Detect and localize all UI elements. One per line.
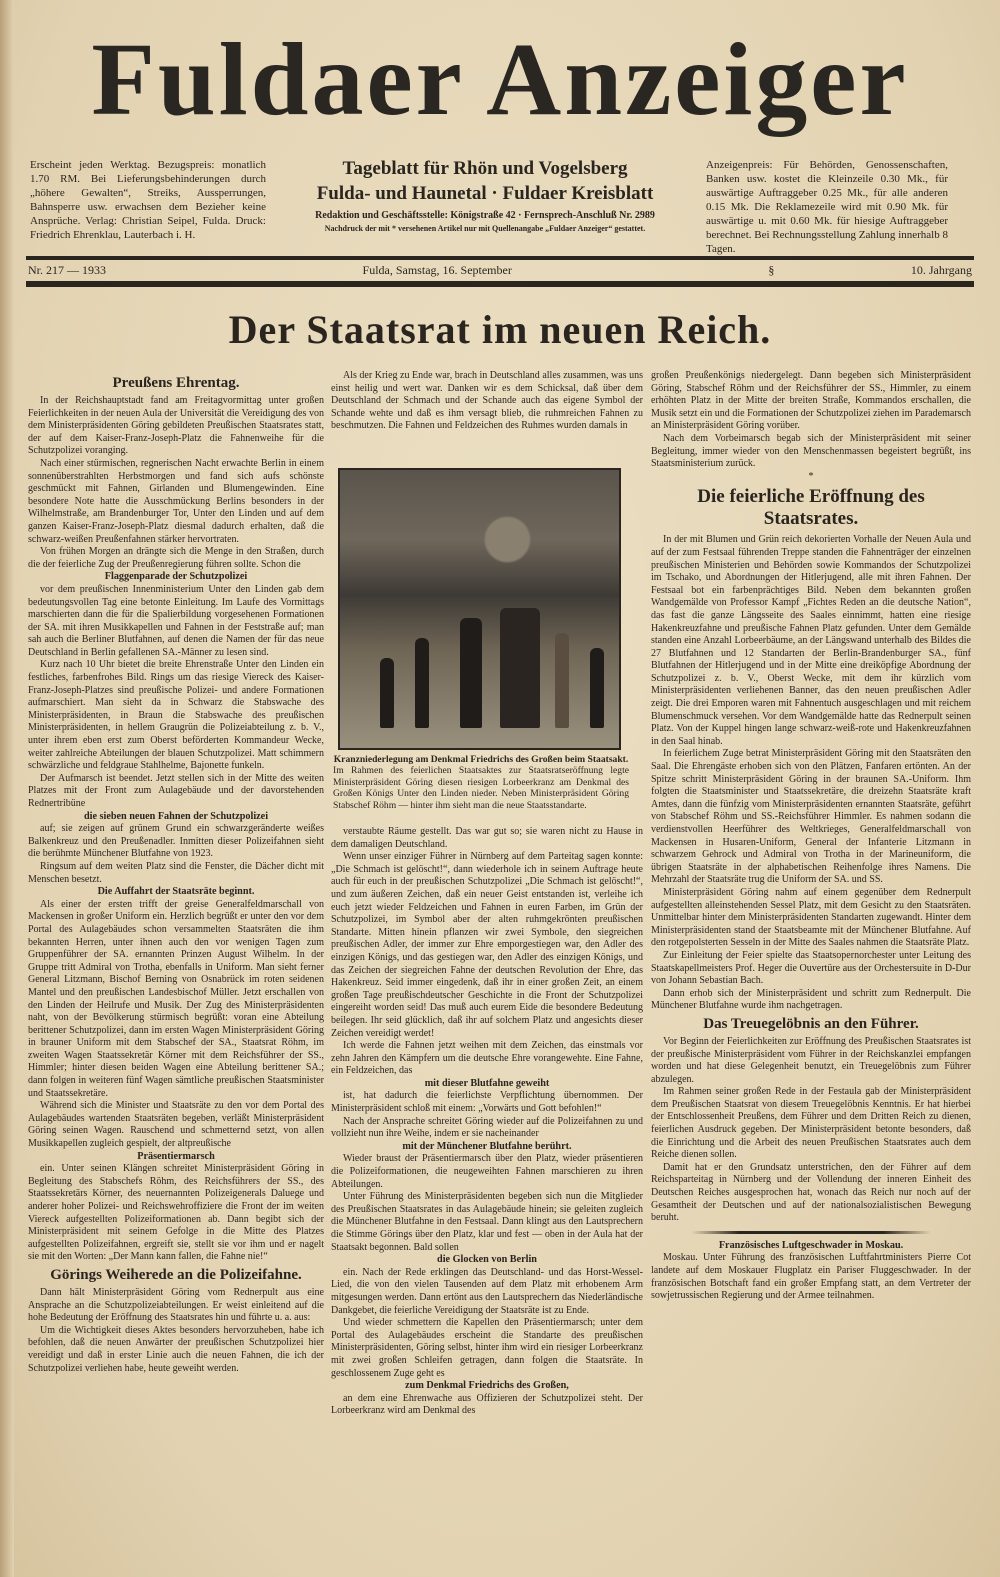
dateline: [28, 263, 972, 278]
article-heading: Görings Weiherede an die Polizeifahne.: [50, 1266, 302, 1283]
paragraph: Dann hält Ministerpräsident Göring vom Rednerpult aus eine Ansprache an die Schutzpolizeiabteilungen. Er weist einleitend auf die hohe Bedeutung der Eröffnung des Staatsrates hin und führte u. a. aus:: [28, 1286, 324, 1324]
header-rule-top: [26, 256, 974, 260]
column-2-bottom: [331, 826, 643, 1418]
paragraph: Ich werde die Fahnen jetzt weihen mit dem Zeichen, das einstmals vor zehn Jahren den Kämpfern um die deutsche Ehre vorangewehte. Eine Fahne, ein Feldzeichen, das: [331, 1040, 643, 1077]
paragraph: Nach einer stürmischen, regnerischen Nacht erwachte Berlin in einem sonnenüberstrahlten Herbstmorgen und fand sich aufs schönste geschmückt mit Fahnen, Girlanden und Blumengewinden. Eine besondere Note hatte die Ausschmückung Berlins besonders in der Wilhelmstraße, am Brandenburger Tor, Unter den Linden und auf dem ganzen Kaiser-Franz-Joseph-Platz diesmal dadurch erhalten, daß die schwarz-weißen Preußenfahnen stärker hervortraten.: [28, 457, 324, 545]
subheading: Die Auffahrt der Staatsräte beginnt.: [97, 886, 255, 898]
paragraph: Kurz nach 10 Uhr bietet die breite Ehrenstraße Unter den Linden ein festliches, farbenfrohes Bild. Rings um das riesige Viereck des Kaiser-Franz-Joseph-Platzes sind preußische Polizei- und andere Formationen aufmarschiert. Man sieht da in Schwarz die Stabswache des Ministerpräsidenten, in Braun die Stabswache des preußischen Ministerpräsidenten, in hellem Graugrün die Polizeiabteilung z. b. V., unter ihrem eben erst zum Oberst beförderten Kommandeur Wecke, weiter zahlreiche Abteilungen der blauen Schutzpolizei. Matt schimmern schwärzliche und feldgraue Stahlhelme, Bajonette funkeln.: [28, 659, 324, 772]
paragraph: Moskau. Unter Führung des französischen Luftfahrtministers Pierre Cot landete auf dem Moskauer Flugplatz ein Pariser Fluggeschwader. In der französischen Botschaft fand ein großer Empfang statt, an dem Vertreter der sowjetrussischen Regierung und der Armee teilnahmen.: [651, 1252, 971, 1302]
masthead-subtitle: [272, 156, 698, 233]
paragraph: Von frühen Morgen an drängte sich die Menge in den Straßen, durch die der feierliche Zug der Preußenregierung führen sollte. Schon die: [28, 546, 324, 570]
main-headline: Der Staatsrat im neuen Reich.: [228, 307, 772, 352]
subheading: Flaggenparade der Schutzpolizei: [104, 571, 248, 583]
advertising-rates: Anzeigenpreis: Für Behörden, Genossenschaften, Banken usw. kostet die Kleinzeile 0.30 Mk., für auswärtige Auftraggeber 0.25 Mk., für alle anderen 0.15 Mk. Die Reklamezeile wird mit 0.90 Mk. für auswärtige u. mit 0.60 Mk. für hiesige Auftraggeber berechnet. Bei Rechnungsstellung Zahlung innerhalb 8 Tagen.: [706, 159, 948, 255]
masthead-title: Fuldaer Anzeiger: [91, 22, 909, 137]
volume: 10. Jahrgang: [910, 263, 972, 277]
paragraph: Im Rahmen seiner großen Rede in der Festaula gab der Ministerpräsident dem Preußischen Staatsrat von diesem Treuegelöbnis Kenntnis. Er hat hierbei der Entschlossenheit Preußens, dem Führer und dem Dritten Reich zu dienen, feierlichen Ausdruck gegeben. Der Ministerpräsident betonte besonders, daß die Einrichtung und die Arbeit des neuen Preußischen Staatsrates auch dem Reiche dienen sollen.: [651, 1086, 971, 1161]
section-mark: §: [768, 263, 775, 277]
photo-wreath: [500, 608, 540, 728]
paragraph: Nach dem Vorbeimarsch begab sich der Ministerpräsident mit seiner Begleitung, immer wieder von den Menschenmassen begeistert begrüßt, ins Staatsministerium zurück.: [651, 432, 971, 470]
paragraph: vor dem preußischen Innenministerium Unter den Linden gab dem bedeutungsvollen Tag eine betonte Einleitung. Im Laufe des Vormittags marschierten dann die für die Spalierbildung vorgesehenen Formationen der SA. mit ihren Musikkapellen und Fahnen in der Feststraße auf; man sah auch die Berliner Blutfahnen, auf denen die Namen der für das neue Deutschland in Berlin gefallenen SA.-Männer zu lesen sind.: [28, 583, 324, 658]
column-1: [28, 372, 324, 1375]
paragraph: In der mit Blumen und Grün reich dekorierten Vorhalle der Neuen Aula und auf der zum Festsaal führenden Treppe standen die Fahnenträger der einzelnen preußischen Ministerien und Behörden sowie Kommandos der Schutzpolizei im Tschako, und Abordnungen der Hitlerjugend, alle mit ihren Fahnen. Der Festsaal bot ein farbenprächtiges Bild. Neben dem bekannten großen Wandgemälde von Professor Kampf „Fichtes Reden an die deutsche Nation“, das fast die ganze Längsseite des Saales einnimmt, hatten eine riesige Hakenkreuzfahne und preußische Fahnen Platz gefunden. Unter dem Gemälde standen eine Anzahl Lorbeerbäume, an der Längswand unterhalb des Bildes die 27 Blutfahnen und 12 Standarten der Berlin-Brandenburger SA., fünf Blutfahnen der Hitlerjugend und in der Mitte eine dreiköpfige Abordnung der Schutzpolizei z. b. V., Oberst Wecke, mit dem ihr kürzlich vom Ministerpräsidenten verliehenen Banner, das den neuen preußischen Adler zeigt. Die drei Emporen waren mit Fahnentuch ausgeschlagen und mit reichem Blumenschmuck versehen. Vor dem Wandgemälde hatte das Rednerpult seinen Platz. Von der Kuppel hingen lange schwarz-weiß-rote und Hakenkreuzfahnen in den Saal hinab.: [651, 534, 971, 747]
paragraph: Um die Wichtigkeit dieses Aktes besonders hervorzuheben, habe ich befohlen, daß die neuen Anwärter der preußischen Schutzpolizei hier vereidigt und daß in erster Linie auch die neuen Fahnen, die ich der Schutzpolizei verliehen habe, heute geweiht werden.: [28, 1324, 324, 1374]
caption-text: Im Rahmen des feierlichen Staatsaktes zur Staatsratseröffnung legte Ministerpräsident Göring diesen riesigen Lorbeerkranz am Denkmal des Großen Königs Unter den Linden nieder. Neben Ministerpräsident Göring Stabschef Röhm — hinter ihm sieht man die neue Staatsstandarte.: [333, 765, 629, 811]
paragraph: Unter Führung des Ministerpräsidenten begeben sich nun die Mitglieder des Preußischen Staatsrates in das Aulagebäude hinein; sie geleiten zugleich die Münchener Blutfahne in den Festsaal. Dann klingt aus den Lautsprechern die Stimme Görings über den Platz, klar und fest — oben in der Aula hat der Staatsakt begonnen. Bald sollen: [331, 1191, 643, 1253]
paragraph: In der Reichshauptstadt fand am Freitagvormittag unter großen Feierlichkeiten in der neuen Aula der Universität die Vereidigung des von dem Ministerpräsidenten Göring gebildeten Preußischen Staatsrates statt, der auf dem Kaiser-Franz-Joseph-Platz die Fahnenweihe für die Schutzpolizei voranging.: [28, 395, 324, 457]
paragraph: Nach der Ansprache schreitet Göring wieder auf die Polizeifahnen zu und vollzieht nun ihre Weihe, indem er sie nacheinander: [331, 1115, 643, 1140]
article-heading: Das Treuegelöbnis an den Führer.: [703, 1015, 919, 1032]
separator-asterisk: *: [808, 470, 814, 482]
photo-figure: [415, 638, 429, 728]
paragraph: Während sich die Minister und Staatsräte zu den vor dem Portal des Aulagebäudes wartenden Staatsräten begeben, verläßt Ministerpräsident Göring seinen Wagen. Rauschend und schmetternd setzt, von allen Musikkapellen zugleich gespielt, der altpreußische: [28, 1100, 324, 1150]
paragraph: Als der Krieg zu Ende war, brach in Deutschland alles zusammen, was uns einst heilig und wert war. Danken wir es dem Schicksal, daß über dem Deutschland der Schmach und der Schande auch das eigene Symbol der Schande wehte und daß es ihm versagt blieb, die ruhmreichen Fahnen zu beschmutzen. Die Fahnen und Feldzeichen des Ruhmes wurden damals in: [331, 370, 643, 432]
paragraph: auf; sie zeigen auf grünem Grund ein schwarzgeränderte weißes Balkenkreuz und den Preußenadler. Inmitten dieser Polizeifahnen sieht die berühmte Münchener Blutfahne von 1923.: [28, 823, 324, 860]
paragraph: ein. Nach der Rede erklingen das Deutschland- und das Horst-Wessel-Lied, die von den vielen Tausenden auf dem Platz mit erhobenem Arm mitgesungen werden. Dann ertönt aus den Lautsprechern das Niederländische Dankgebet, die feierliche Vereidigung der Staatsräte ist zu Ende.: [331, 1266, 643, 1316]
reprint-note: Nachdruck der mit * versehenen Artikel nur mit Quellenangabe „Fuldaer Anzeiger“ gestattet.: [324, 224, 646, 233]
paragraph: ist, hat dadurch die feierlichste Verpflichtung übernommen. Der Ministerpräsident schloß mit einem: „Vorwärts und Gott befohlen!“: [331, 1090, 643, 1115]
column-2-top: [331, 370, 643, 433]
paragraph: Zur Einleitung der Feier spielte das Staatsopernorchester unter Leitung des Staatskapellmeisters Prof. Heger die Ouvertüre aus der Orchestersuite in D-Dur von Johann Sebastian Bach.: [651, 949, 971, 987]
subheading: die Glocken von Berlin: [437, 1254, 537, 1266]
issue-number: Nr. 217 — 1933: [28, 263, 106, 277]
paragraph: Damit hat er den Grundsatz unterstrichen, den der Führer auf dem Reichsparteitag in Nürnberg und der Vollendung der inneren Einheit des Deutschen Reiches ausgesprochen hat, wonach das Reich nur noch auf der Gesamtheit der Deutschen und auf der nationalsozialistischen Bewegung beruht.: [651, 1161, 971, 1224]
paragraph: Ministerpräsident Göring nahm auf einem gegenüber dem Rednerpult aufgestellten alleinstehenden Sessel Platz, mit dem Gesicht zu den Staatsräten. Unmittelbar hinter dem Ministerpräsidenten Standarten zugewandt. Hinter dem Ministerpräsidenten stand der Staatsbeamte mit der Münchener Blutfahne. Auf den rotgepolsterten Sesseln in der Mitte des Saales nahmen die Staatsräte Platz.: [651, 886, 971, 949]
news-photo-wreath-laying: [338, 468, 621, 750]
paragraph: Dann erhob sich der Ministerpräsident und schritt zum Rednerpult. Die Münchener Blutfahne wurde ihm nachgetragen.: [651, 987, 971, 1012]
paragraph: Wenn unser einziger Führer in Nürnberg auf dem Parteitag sagen konnte: „Die Schmach ist gelöscht!“, dann wiederhole ich in seinem Auftrage heute auch für euch in der preußischen Schutzpolizei „Die Schmach ist gelöscht!“, und zum äußeren Zeichen, daß ein neuer Geist entstanden ist, verleihe ich euch jetzt wieder Feldzeichen und Fahnen in euren Farben, im Grün der Schutzpolizei, im Symbol aber der alten ruhmgekrönten preußischen Standarte. Mitten hinein pflanzen wir zwei Symbole, den siegreichen preußischen Adler, der immer zur Ehre emporgestiegen war, den Adler des einzigen Königs, und das gestiegen war, den Adler des einzigen Königs, und das Zeichen der siegreichen Fahne der deutschen Revolution der Ehre, das Hakenkreuz. Seid immer eingedenk, daß ihr in einer großen Zeit, an einem großen Tage preußischdeutscher Geschichte in die Front der Schutzpolizei eingereiht worden seid! Das muß auch eurem Eide die besondere Bedeutung beilegen. Ihr seid glücklich, daß ihr auf solchem Platz und angesichts dieser Zeichen vereidigt werdet!: [331, 851, 643, 1039]
paragraph: verstaubte Räume gestellt. Das war gut so; sie waren nicht zu Hause in dem damaligen Deutschland.: [331, 826, 643, 850]
paragraph: an dem eine Ehrenwache aus Offizieren der Schutzpolizei steht. Der Lorbeerkranz wird am Denkmal des: [331, 1392, 643, 1417]
paragraph: Wieder braust der Präsentiermarsch über den Platz, wieder präsentieren die Polizeiformationen, die neugeweihten Fahnen marschieren zu ihren Abteilungen.: [331, 1153, 643, 1190]
paragraph: Als einer der ersten trifft der greise Generalfeldmarschall von Mackensen in großer Uniform ein. Herzlich begrüßt er unter den vor dem Portal des Aulagebäudes schon versammelten Staatsräten die ihm bekannten Herren, unter ihnen auch den vor wenigen Tagen zum Gruppenführer der SA. ernannten Prinzen August Wilhelm. In der Gruppe tritt Admiral von Trotha, ebenfalls in Uniform. Man sieht ferner General Litzmann, Bischof Berning von Osnabrück im roten seidenen Mantel und den preußischen Landesbischof Müller. Jetzt erschallen von den Linden der Heilrufe und Musik. Der Zug des Ministerpräsidenten naht, von der Bevölkerung stürmisch begrüßt: voran eine Abteilung berittener Schutzpolizei, dann im ersten Wagen Ministerpräsident Göring in brauner Uniform mit dem Stabschef der SA., Staatsrat Röhm, im zweiten Wagen Staatssekretär Körner mit dem Reichsführer der SS., Himmler; hinter diesen beiden Wagen eine Abteilung berittener SA.; dann folgen in weiteren fünf Wagen sämtliche preußischen Staatsminister und Staatssekretäre.: [28, 898, 324, 1099]
photo-figure: [555, 633, 569, 728]
subscription-info: Erscheint jeden Werktag. Bezugspreis: monatlich 1.70 RM. Bei Lieferungsbehinderungen durch „höhere Gewalten“, Streiks, Aussperrungen, Bahnsperre usw. erwachsen dem Bezieher keine Ansprüche. Verlag: Christian Seipel, Fulda. Druck: Friedrich Ehrenklau, Lauterbach i. H.: [30, 159, 266, 241]
paragraph: Der Aufmarsch ist beendet. Jetzt stellen sich in der Mitte des weiten Platzes mit der Front zum Aulagebäude und der davorstehenden Rednertribüne: [28, 772, 324, 809]
article-heading: Die feierliche Eröffnung des Staatsrates.: [697, 486, 925, 530]
subheading: mit der Münchener Blutfahne berührt.: [402, 1140, 572, 1152]
binding-edge: [0, 0, 14, 1577]
place-date: Fulda, Samstag, 16. September: [362, 263, 512, 277]
photo-caption: [333, 754, 629, 811]
paragraph: In feierlichem Zuge betrat Ministerpräsident Göring mit den Staatsräten den Saal. Die Ehrengäste erhoben sich von den Plätzen, Fanfaren ertönten. An der Spitze schritt Ministerpräsident Göring in der braunen SA.-Uniform. Ihm folgten die Staatsminister und Staatssekretäre, die dreizehn Staatsräte kraft Amtes, dann die fünfzig vom Ministerpräsidenten ernannten Staatsräte, geführt von Stabschef Röhm und SS.-Reichsführer Himmler. Es nahmen sodann die verdienstvollen Heerführer des Weltkrieges, Generalfeldmarschall von Mackensen in Husaren-Uniform, General der Infanterie Litzmann in schwarzem Gehrock und Admiral von Trotha in der Marineuniform, die übrigen Staatsräte in der alphabetischen Reihenfolge ihres Namens. Die Mehrzahl der Staatsräte trug die Uniform der SA. und SS.: [651, 748, 971, 886]
subtitle-line-2: Fulda- und Haunetal · Fuldaer Kreisblatt: [316, 183, 654, 204]
subheading: mit dieser Blutfahne geweiht: [424, 1077, 550, 1089]
photo-figure: [590, 648, 604, 728]
subheading: Präsentiermarsch: [137, 1150, 215, 1162]
photo-figure: [380, 658, 394, 728]
photo-figure: [460, 618, 482, 728]
paragraph: Ringsum auf dem weiten Platz sind die Fenster, die Dächer dicht mit Menschen besetzt.: [28, 860, 324, 885]
editorial-address: Redaktion und Geschäftsstelle: Königstraße 42 · Fernsprech-Anschluß Nr. 2989: [315, 210, 655, 221]
paragraph: ein. Unter seinen Klängen schreitet Ministerpräsident Göring in Begleitung des Stabschefs Röhm, des Reichsführers der SS., des Staatssekretärs Körner, des neuernannten Polizeigenerals Daluege und anderer hoher Polizei- und Reichswehroffiziere die Front der im weiten Viereck aufgestellten Polizeiformationen ab. Dann begibt sich der Ministerpräsident mit seinem Gefolge in die Mitte des Platzes aufgestellten Polizeifahnen, ergreift sie, stellt sie vor ihm und er nagelt sie mit den Worten: „Der Mann kann fallen, die Fahne nie!“: [28, 1163, 324, 1263]
subheading: zum Denkmal Friedrichs des Großen,: [405, 1380, 569, 1392]
paragraph: Und wieder schmettern die Kapellen den Präsentiermarsch; unter dem Portal des Aulagebäudes erscheint die Standarte des preußischen Ministerpräsidenten, Göring selbst, hinter ihm wird ein riesiger Lorbeerkranz mit zwei großen Schleifen getragen, dann folgen die Staatsräte. In geschlossenem Zuge geht es: [331, 1317, 643, 1379]
paragraph: Vor Beginn der Feierlichkeiten zur Eröffnung des Preußischen Staatsrates ist der preußische Ministerpräsident vom Führer in der Reichskanzlei empfangen worden und hat diese Gelegenheit benutzt, ein Treuegelöbnis zum Führer abzulegen.: [651, 1035, 971, 1085]
subheading: die sieben neuen Fahnen der Schutzpolizei: [83, 810, 269, 822]
column-3: [651, 370, 971, 1303]
subheading: Französisches Luftgeschwader in Moskau.: [718, 1239, 904, 1251]
caption-title: Kranzniederlegung am Denkmal Friedrichs des Großen beim Staatsakt.: [333, 754, 629, 765]
header-rule-bottom: [26, 281, 974, 287]
article-divider: [691, 1231, 931, 1234]
subtitle-line-1: Tageblatt für Rhön und Vogelsberg: [342, 158, 628, 179]
article-heading: Preußens Ehrentag.: [112, 375, 240, 391]
paragraph: großen Preußenkönigs niedergelegt. Dann begeben sich Ministerpräsident Göring, Stabschef Röhm und der Reichsführer der SS., Himmler, zu einem erhöhten Platz in der Mitte der breiten Straße, Kommandos erschallen, die Musik setzt ein und die Formationen der Schutzpolizei ziehen im Parademarsch an Ministerpräsident Göring vorüber.: [651, 370, 971, 432]
